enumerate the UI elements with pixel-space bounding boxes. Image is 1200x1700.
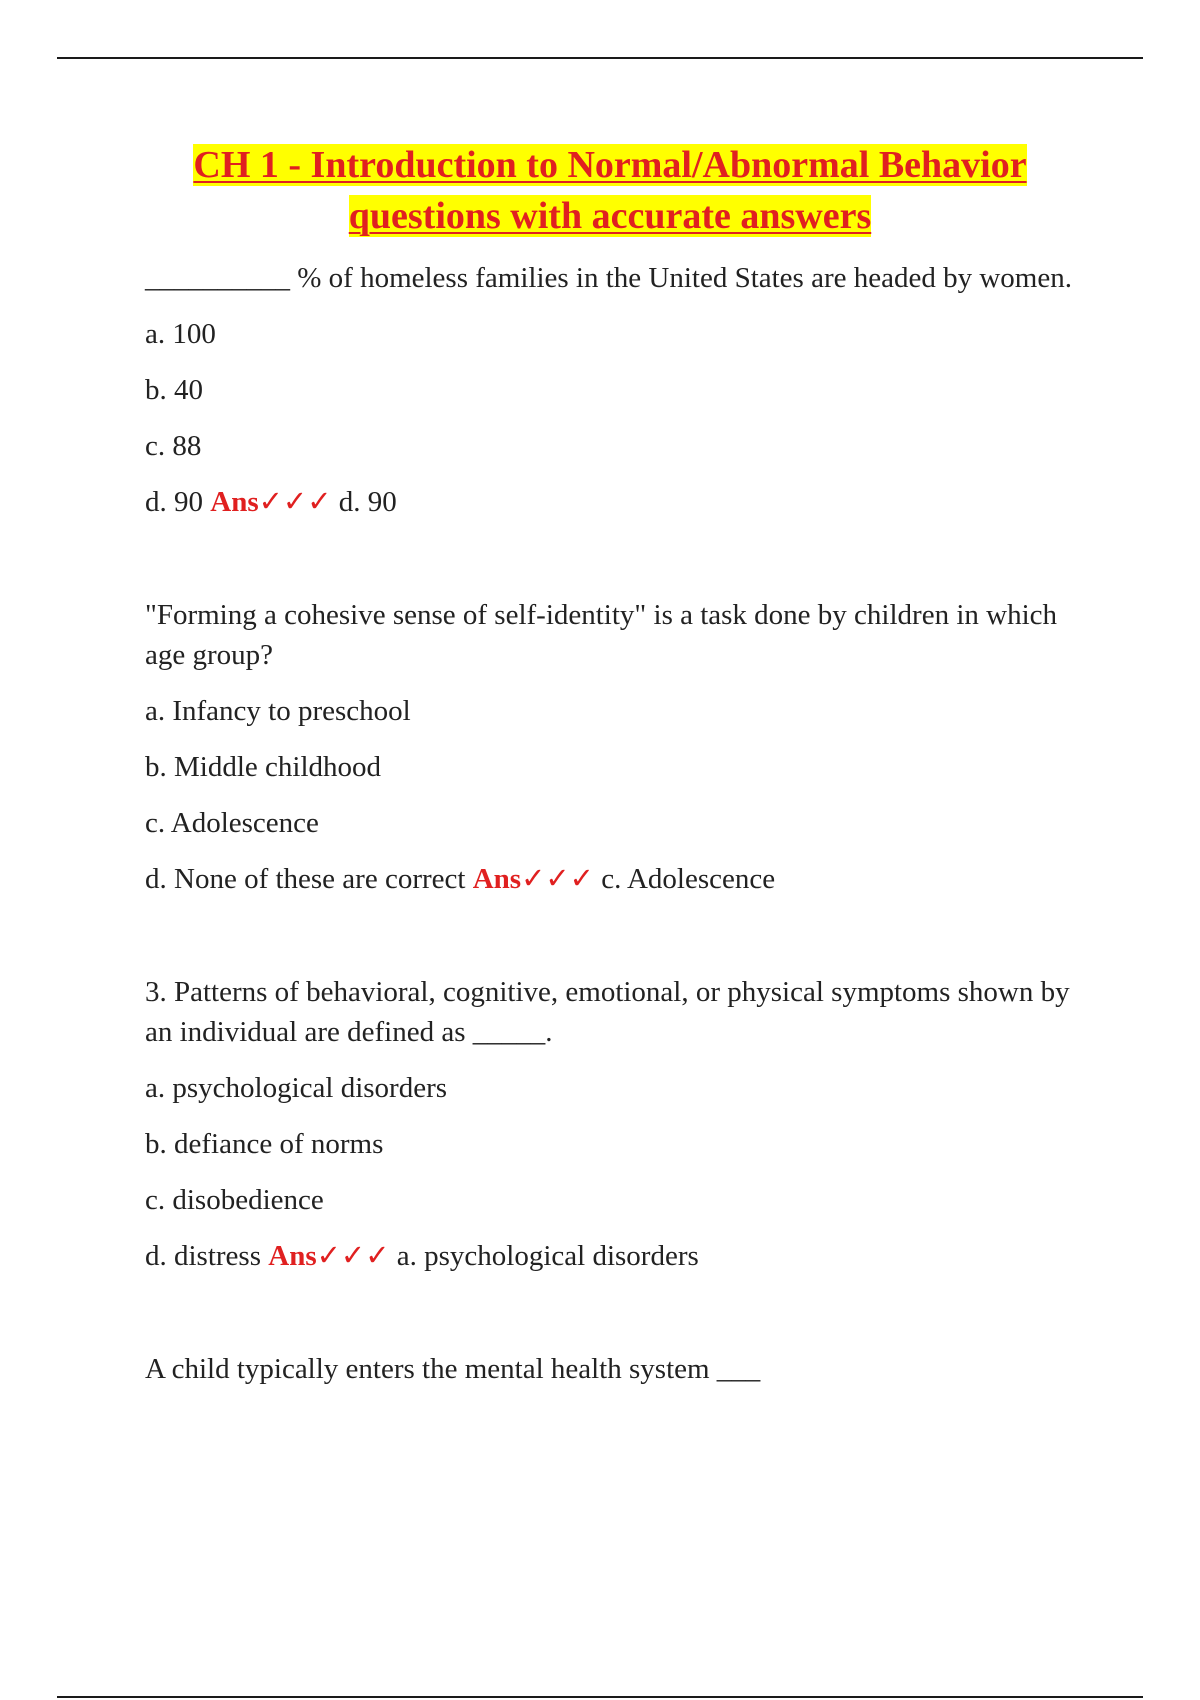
- question-stem: A child typically enters the mental health system ___: [145, 1353, 761, 1385]
- header-rule: [57, 57, 1143, 59]
- document-title: [145, 140, 1075, 242]
- option-a: a. 100: [145, 318, 216, 350]
- check-marks: ✓✓✓: [521, 863, 594, 895]
- option-c: c. disobedience: [145, 1184, 324, 1216]
- question-stem: __________ % of homeless families in the United States are headed by women.: [145, 262, 1072, 294]
- question-block: [145, 258, 1075, 522]
- question-block: [145, 595, 1075, 899]
- title-line-2: questions with accurate answers: [348, 195, 872, 237]
- question-stem: 3. Patterns of behavioral, cognitive, emotional, or physical symptoms shown by an individual are defined as _____.: [145, 976, 1070, 1048]
- option-d: d. distress: [145, 1240, 261, 1272]
- correct-answer: a. psychological disorders: [396, 1240, 699, 1272]
- option-d-with-answer: [145, 1236, 1075, 1276]
- option-d-with-answer: [145, 859, 1075, 899]
- question-block: [145, 1349, 1075, 1389]
- option-b: b. defiance of norms: [145, 1128, 384, 1160]
- answer-label: Ans: [472, 863, 522, 895]
- option-d-with-answer: [145, 482, 1075, 522]
- option-c: c. Adolescence: [145, 807, 319, 839]
- option-d: d. 90: [145, 486, 203, 518]
- document-body: [145, 140, 1075, 1389]
- correct-answer: c. Adolescence: [601, 863, 776, 895]
- question-block: [145, 972, 1075, 1276]
- answer-label: Ans: [268, 1240, 317, 1272]
- correct-answer: d. 90: [338, 486, 397, 518]
- footer-rule: [57, 1696, 1143, 1698]
- check-marks: ✓✓✓: [258, 486, 332, 518]
- answer-label: Ans: [210, 486, 259, 518]
- option-d: d. None of these are correct: [145, 863, 466, 895]
- option-b: b. Middle childhood: [145, 751, 382, 783]
- question-stem: "Forming a cohesive sense of self-identity" is a task done by children in which age group?: [145, 599, 1057, 671]
- option-a: a. Infancy to preschool: [145, 695, 411, 727]
- option-a: a. psychological disorders: [145, 1072, 448, 1104]
- option-c: c. 88: [145, 430, 202, 462]
- title-line-1: CH 1 - Introduction to Normal/Abnormal Behavior: [193, 144, 1027, 186]
- check-marks: ✓✓✓: [316, 1240, 390, 1272]
- option-b: b. 40: [145, 374, 203, 406]
